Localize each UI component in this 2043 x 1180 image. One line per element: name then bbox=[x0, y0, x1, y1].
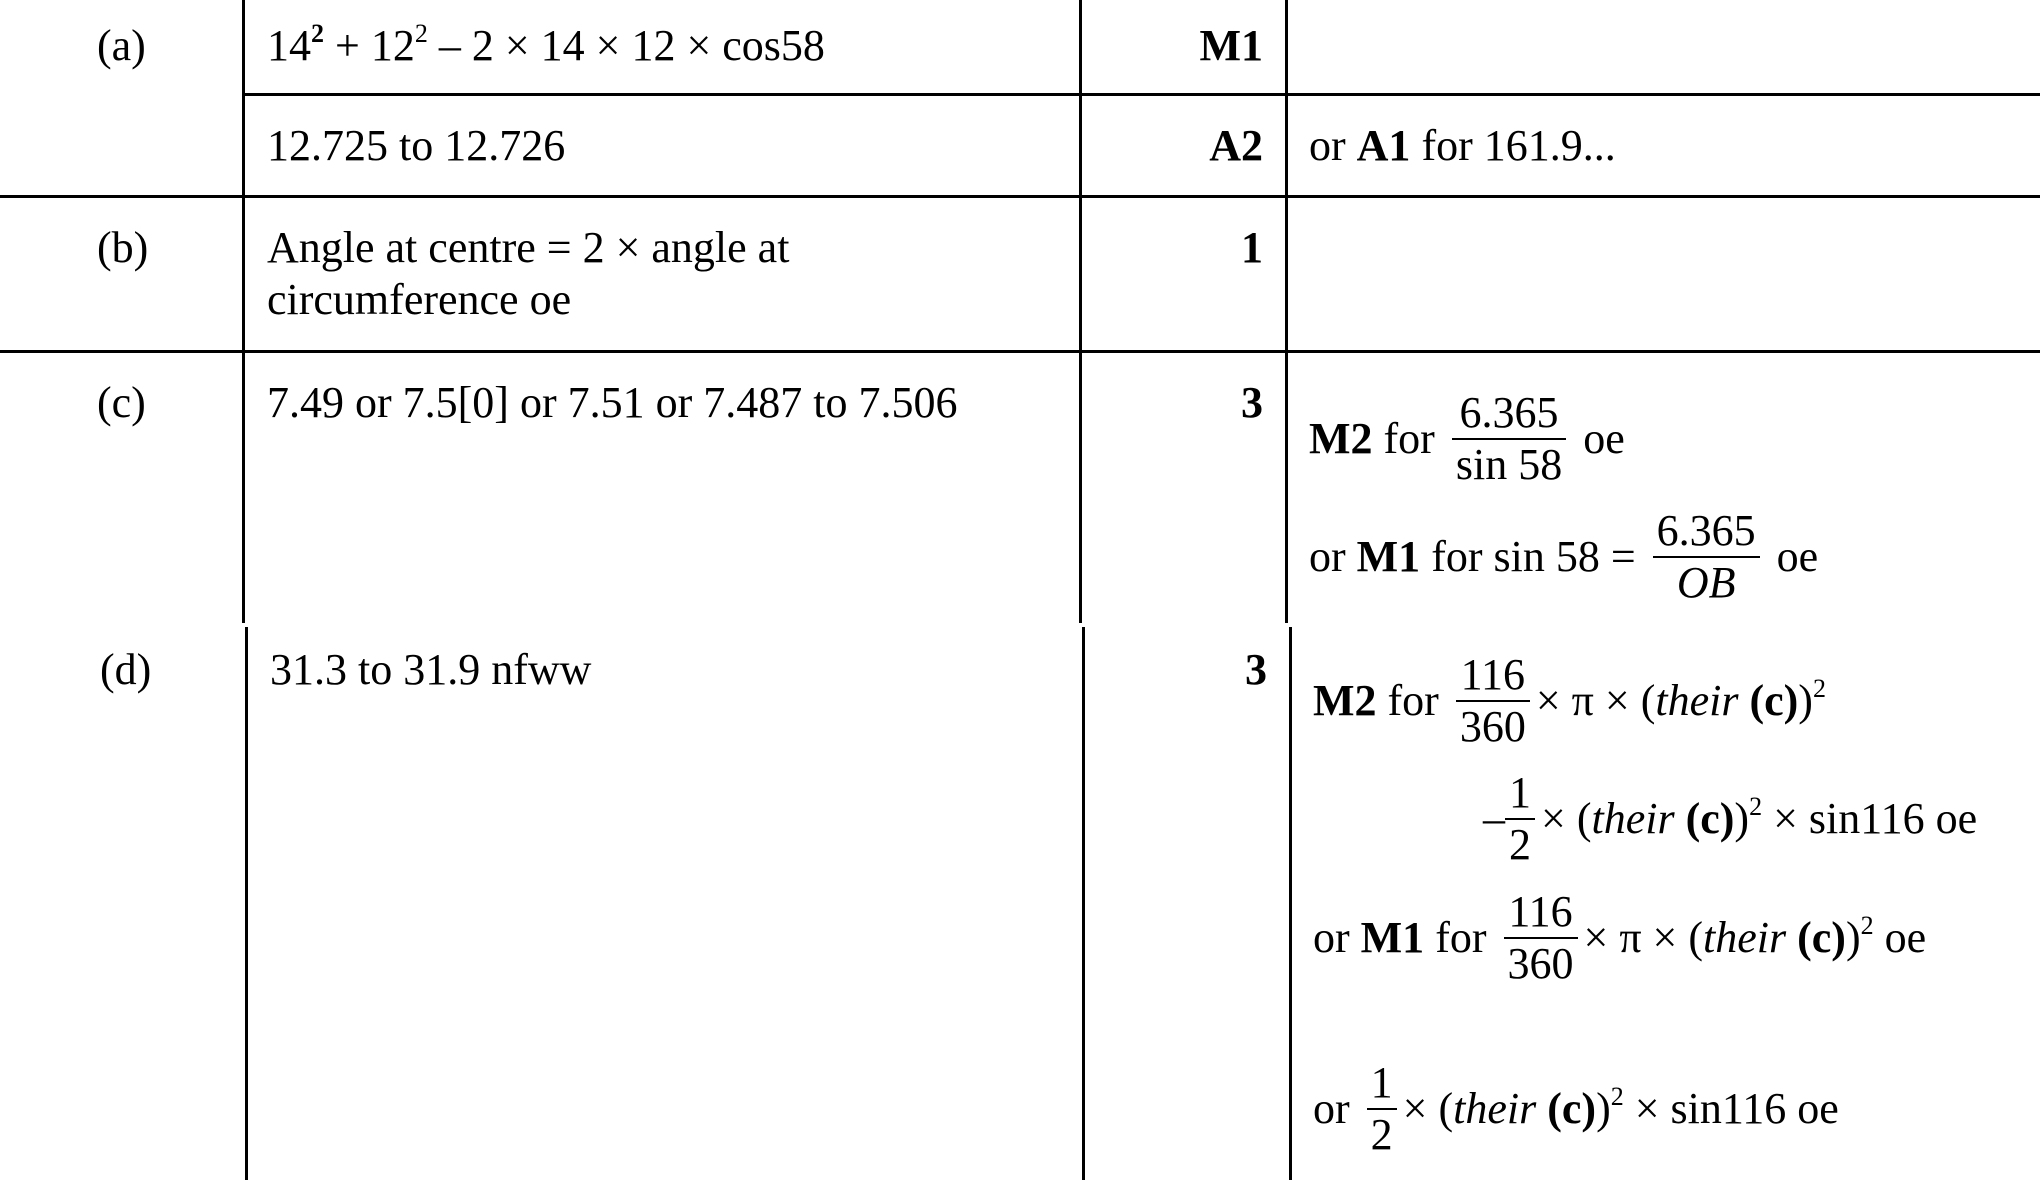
guidance-text: ) bbox=[1798, 676, 1813, 725]
expr-text: + 12 bbox=[324, 21, 415, 70]
guidance-ref: (c) bbox=[1797, 913, 1846, 962]
numerator: 1 bbox=[1370, 1057, 1393, 1107]
part-label-c: (c) bbox=[97, 378, 146, 427]
guidance-c-m2 bbox=[1309, 384, 1625, 494]
guidance-text: for 161.9... bbox=[1410, 121, 1616, 170]
guidance-text: ) bbox=[1845, 913, 1861, 962]
guidance-a bbox=[1309, 120, 1616, 172]
guidance-text: × sin116 oe bbox=[1762, 794, 1978, 843]
guidance-text: ) bbox=[1734, 794, 1750, 843]
mark-a-m1: M1 bbox=[1199, 21, 1263, 70]
exponent: 2 bbox=[1860, 911, 1874, 940]
guidance-their: their bbox=[1655, 676, 1739, 725]
exponent: 2 bbox=[1812, 674, 1826, 703]
fraction bbox=[1452, 388, 1566, 490]
guidance-mark: M2 bbox=[1309, 414, 1373, 463]
guidance-text: or bbox=[1313, 1084, 1361, 1133]
denominator: 360 bbox=[1456, 700, 1530, 752]
guidance-text: or bbox=[1309, 121, 1357, 170]
guidance-text: oe bbox=[1873, 913, 1927, 962]
exponent: 2 bbox=[414, 19, 428, 48]
exponent: 2 bbox=[311, 19, 324, 48]
guidance-text: – bbox=[1483, 794, 1505, 843]
guidance-text: or bbox=[1309, 532, 1357, 581]
fraction bbox=[1505, 768, 1535, 870]
guidance-text: oe bbox=[1765, 532, 1819, 581]
rule-a-inner bbox=[243, 93, 2040, 96]
guidance-d-m2-cont bbox=[1483, 764, 1977, 874]
guidance-text: for bbox=[1372, 414, 1446, 463]
guidance-text: × ( bbox=[1541, 794, 1592, 843]
guidance-text bbox=[1738, 676, 1749, 725]
guidance-ref: (c) bbox=[1547, 1084, 1597, 1133]
denominator: 2 bbox=[1505, 818, 1535, 870]
guidance-text: ) bbox=[1596, 1084, 1611, 1133]
guidance-mark: M2 bbox=[1313, 676, 1377, 725]
exponent: 2 bbox=[1610, 1082, 1624, 1111]
fraction bbox=[1653, 506, 1760, 608]
guidance-text: oe bbox=[1572, 414, 1625, 463]
guidance-mark: A1 bbox=[1356, 121, 1411, 170]
col-rule-2-bottom bbox=[1082, 627, 1085, 1180]
guidance-d-m1 bbox=[1313, 883, 1926, 993]
guidance-text: for sin 58 = bbox=[1420, 532, 1647, 581]
guidance-mark: M1 bbox=[1360, 913, 1425, 962]
guidance-mark: M1 bbox=[1356, 532, 1421, 581]
guidance-text: × sin116 oe bbox=[1623, 1084, 1839, 1133]
guidance-text: for bbox=[1376, 676, 1450, 725]
part-label-d: (d) bbox=[100, 645, 152, 694]
numerator: 6.365 bbox=[1459, 387, 1559, 437]
expr-text: 14 bbox=[267, 21, 311, 70]
numerator: 116 bbox=[1508, 886, 1573, 936]
guidance-ref: (c) bbox=[1749, 676, 1799, 725]
guidance-their: their bbox=[1591, 794, 1675, 843]
part-label-a: (a) bbox=[97, 21, 146, 70]
expr-text: – 2 × 14 × 12 × cos58 bbox=[427, 21, 825, 70]
guidance-ref: (c) bbox=[1685, 794, 1735, 843]
guidance-d-alt bbox=[1313, 1054, 1839, 1164]
guidance-d-m2 bbox=[1313, 646, 1826, 756]
guidance-text: × π × ( bbox=[1583, 913, 1703, 962]
col-rule-3-top bbox=[1285, 0, 1288, 623]
guidance-text: for bbox=[1424, 913, 1498, 962]
denominator: sin 58 bbox=[1452, 438, 1566, 490]
answer-b-line2: circumference oe bbox=[267, 275, 572, 324]
denominator: OB bbox=[1653, 556, 1760, 608]
col-rule-2-top bbox=[1079, 0, 1082, 623]
guidance-text: × ( bbox=[1402, 1084, 1454, 1133]
answer-a-value: 12.725 to 12.726 bbox=[267, 121, 566, 170]
fraction bbox=[1504, 887, 1578, 989]
numerator: 116 bbox=[1460, 649, 1526, 699]
answer-c: 7.49 or 7.5[0] or 7.51 or 7.487 to 7.506 bbox=[267, 378, 958, 427]
mark-a-a2: A2 bbox=[1209, 121, 1263, 170]
answer-d: 31.3 to 31.9 nfww bbox=[270, 645, 592, 694]
answer-b-line1: Angle at centre = 2 × angle at bbox=[267, 223, 790, 272]
guidance-their: their bbox=[1453, 1084, 1537, 1133]
denominator: 2 bbox=[1367, 1108, 1397, 1160]
fraction bbox=[1367, 1058, 1397, 1160]
exponent: 2 bbox=[1749, 792, 1763, 821]
mark-c: 3 bbox=[1241, 378, 1263, 427]
rule-a-b bbox=[0, 195, 2040, 198]
guidance-text bbox=[1786, 913, 1797, 962]
col-rule-3-bottom bbox=[1289, 627, 1292, 1180]
guidance-c-m1 bbox=[1309, 502, 1818, 612]
numerator: 6.365 bbox=[1656, 505, 1756, 555]
col-rule-1-top bbox=[242, 0, 245, 623]
numerator: 1 bbox=[1509, 767, 1531, 817]
denominator: 360 bbox=[1504, 937, 1578, 989]
guidance-text: or bbox=[1313, 913, 1361, 962]
part-label-b: (b) bbox=[97, 223, 149, 272]
guidance-their: their bbox=[1703, 913, 1787, 962]
guidance-text bbox=[1536, 1084, 1547, 1133]
guidance-text bbox=[1675, 794, 1686, 843]
guidance-text: × π × ( bbox=[1535, 676, 1656, 725]
rule-b-c bbox=[0, 350, 2040, 353]
mark-d: 3 bbox=[1245, 645, 1267, 694]
fraction bbox=[1456, 650, 1530, 752]
mark-b: 1 bbox=[1241, 223, 1263, 272]
answer-a-expression bbox=[267, 20, 825, 78]
col-rule-1-bottom bbox=[245, 627, 248, 1180]
